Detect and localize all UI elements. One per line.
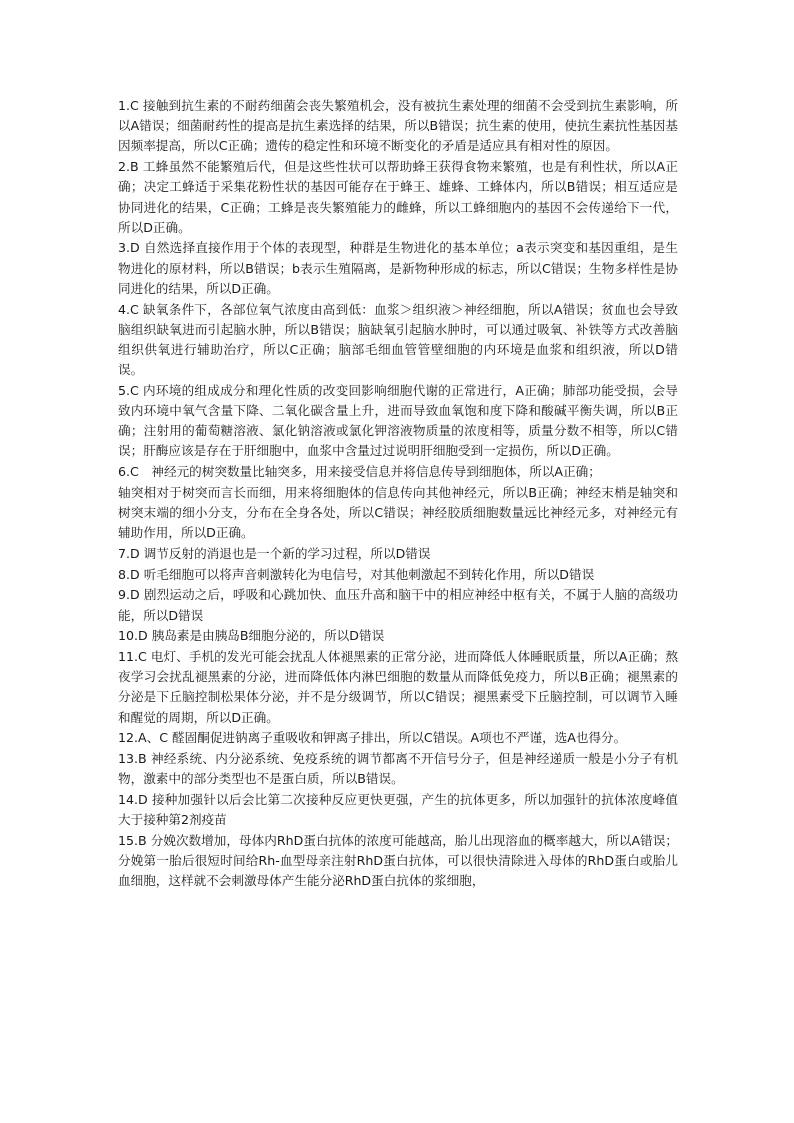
answer-11: 11.C 电灯、手机的发光可能会扰乱人体褪黑素的正常分泌，进而降低人体睡眠质量，所以A正确；熬夜学习会扰乱褪黑素的分泌，进而降低体内淋巴细胞的数量从而降低免疫力，所以B正确；褪黑素的分泌是下丘脑控制松果体分泌，并不是分级调节，所以C错误；褪黑素受下丘脑控制，可以调节入睡和醒觉的周期，所以D正确。: [118, 648, 678, 725]
answer-1: 1.C 接触到抗生素的不耐药细菌会丧失繁殖机会，没有被抗生素处理的细菌不会受到抗生素影响，所以A错误；细菌耐药性的提高是抗生素选择的结果，所以B错误；抗生素的使用，使抗生素抗性基因基因频率提高，所以C正确；遗传的稳定性和环境不断变化的矛盾是适应具有相对性的原因。: [118, 98, 678, 154]
answer-5: 5.C 内环境的组成成分和理化性质的改变回影响细胞代谢的正常进行，A正确；肺部功能受损，会导致内环境中氧气含量下降、二氧化碳含量上升，进而导致血氧饱和度下降和酸碱平衡失调，所以B正确；注射用的葡萄糖溶液、氯化钠溶液或氯化钾溶液物质量的浓度相等，质量分数不相等，所以C错误；肝酶应该是存在于肝细胞中，血浆中含量过过说明肝细胞受到一定损伤，所以D正确。: [118, 382, 678, 459]
answer-15: 15.B 分娩次数增加，母体内RhD蛋白抗体的浓度可能越高，胎儿出现溶血的概率越大，所以A错误；分娩第一胎后很短时间给Rh-血型母亲注射RhD蛋白抗体，可以很快清除进入母体的RhD蛋白或胎儿血细胞，这样就不会刺激母体产生能分泌RhD蛋白抗体的浆细胞，: [118, 832, 678, 889]
answer-9: 9.D 剧烈运动之后，呼吸和心跳加快、血压升高和脑干中的相应神经中枢有关，不属于人脑的高级功能，所以D错误: [118, 587, 678, 623]
answer-14: 14.D 接种加强针以后会比第二次接种反应更快更强，产生的抗体更多，所以加强针的抗体浓度峰值大于接种第2剂疫苗: [118, 791, 678, 828]
answer-3: 3.D 自然选择直接作用于个体的表现型，种群是生物进化的基本单位；a表示突变和基因重组，是生物进化的原材料，所以B错误；b表示生殖隔离，是新物种形成的标志，所以C错误；生物多样性是协同进化的结果，所以D正确。: [118, 240, 678, 296]
answer-4: 4.C 缺氧条件下，各部位氧气浓度由高到低：血浆＞组织液＞神经细胞，所以A错误；贫血也会导致脑组织缺氧进而引起脑水肿，所以B错误；脑缺氧引起脑水肿时，可以通过吸氧、补铁等方式改善脑组织供氧进行辅助治疗，所以C正确；脑部毛细血管管壁细胞的内环境是血浆和组织液，所以D错误。: [118, 301, 678, 378]
answer-13: 13.B 神经系统、内分泌系统、免疫系统的调节都离不开信号分子，但是神经递质一般是小分子有机物，激素中的部分类型也不是蛋白质，所以B错误。: [118, 751, 678, 787]
answer-12: 12.A、C 醛固酮促进钠离子重吸收和钾离子排出，所以C错误。A项也不严谨，选A也得分。: [118, 730, 627, 746]
answer-6a: 6.C 神经元的树突数量比轴突多，用来接受信息并将信息传导到细胞体，所以A正确；: [118, 464, 601, 480]
answer-2: 2.B 工蜂虽然不能繁殖后代，但是这些性状可以帮助蜂王获得食物来繁殖，也是有利性状，所以A正确；决定工蜂适于采集花粉性状的基因可能存在于蜂王、雄蜂、工蜂体内，所以B错误；相互适应是协同进化的结果，C正确；工蜂是丧失繁殖能力的雌蜂，所以工蜂细胞内的基因不会传递给下一代，所以D正确。: [118, 159, 678, 235]
answer-7: 7.D 调节反射的消退也是一个新的学习过程，所以D错误: [118, 545, 431, 561]
answer-8: 8.D 听毛细胞可以将声音刺激转化为电信号，对其他刺激起不到转化作用，所以D错误: [118, 566, 595, 582]
answer-10: 10.D 胰岛素是由胰岛B细胞分泌的，所以D错误: [118, 628, 385, 644]
answer-document: [118, 96, 678, 892]
answer-6b: 轴突相对于树突而言长而细，用来将细胞体的信息传向其他神经元，所以B正确；神经末梢是轴突和树突末端的细小分支，分布在全身各处，所以C错误；神经胶质细胞数量远比神经元多，对神经元有辅助作用，所以D正确。: [118, 484, 678, 541]
